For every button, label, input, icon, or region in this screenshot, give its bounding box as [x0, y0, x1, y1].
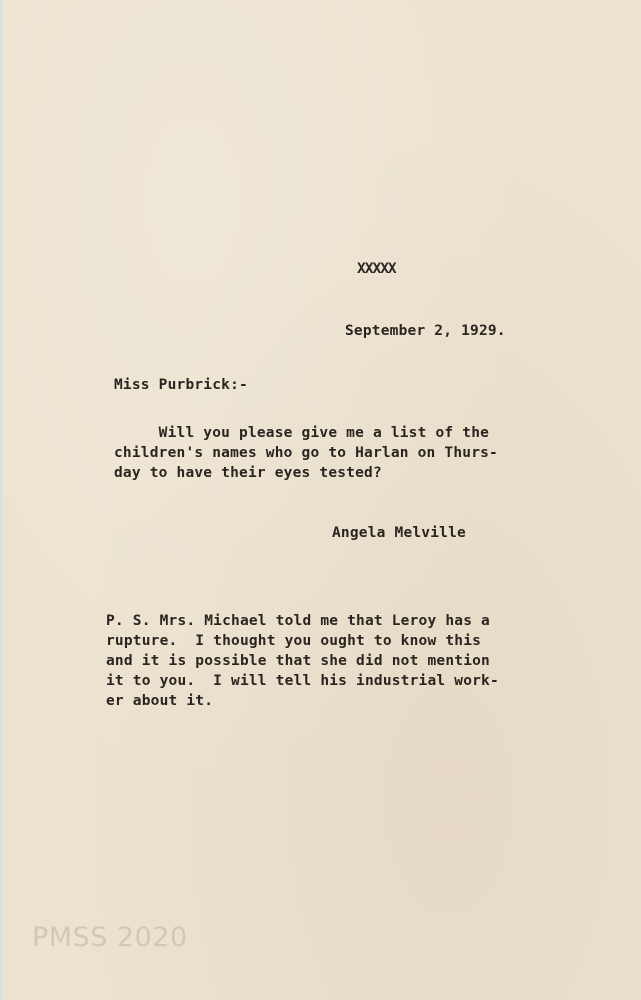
struck-heading: XXXXX [357, 261, 396, 277]
body-line-2: children's names who go to Harlan on Thurs- [114, 445, 498, 461]
postscript-line-3: and it is possible that she did not mention [106, 653, 490, 669]
postscript-line-1: P. S. Mrs. Michael told me that Leroy has a [106, 613, 490, 629]
body-line-3: day to have their eyes tested? [114, 465, 382, 481]
salutation: Miss Purbrick:- [114, 377, 248, 393]
body-line-1: Will you please give me a list of the [114, 425, 490, 441]
postscript-line-2: rupture. I thought you ought to know this [106, 633, 482, 649]
letter-date: September 2, 1929. [345, 323, 506, 339]
watermark: PMSS 2020 [32, 922, 188, 953]
signature: Angela Melville [332, 525, 466, 541]
postscript-line-5: er about it. [106, 693, 214, 709]
postscript-line-4: it to you. I will tell his industrial work- [106, 673, 499, 689]
scan-edge [0, 0, 4, 1000]
